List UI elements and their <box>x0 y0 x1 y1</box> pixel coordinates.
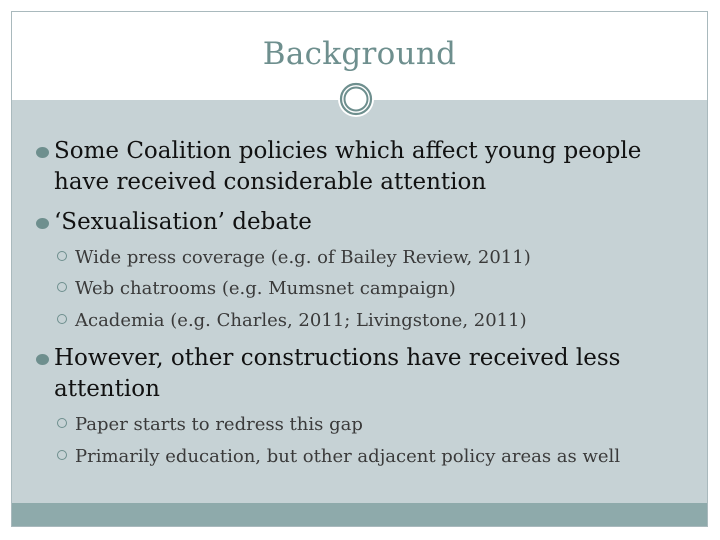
filled-circle-bullet-icon <box>36 147 49 158</box>
sub-bullet-item-primarily-education <box>75 441 685 472</box>
sub-bullet-item-press-coverage <box>75 242 685 273</box>
sub-bullet-text: Paper starts to redress this gap <box>75 414 363 435</box>
bullet-text: Some Coalition policies which affect young people have received considerable attention <box>54 138 642 195</box>
sub-bullet-text: Primarily education, but other adjacent policy areas as well <box>75 446 621 467</box>
sub-bullet-text: Academia (e.g. Charles, 2011; Livingstone, 2011) <box>75 310 527 331</box>
open-circle-bullet-icon <box>57 282 67 292</box>
open-circle-bullet-icon <box>57 450 67 460</box>
open-circle-bullet-icon <box>57 251 67 261</box>
bullet-item-other-constructions <box>54 343 674 405</box>
circle-ornament-icon <box>337 80 375 118</box>
filled-circle-bullet-icon <box>36 354 49 365</box>
filled-circle-bullet-icon <box>36 218 49 229</box>
sub-bullet-item-paper-redress <box>75 409 685 440</box>
slide-title: Background <box>262 36 457 72</box>
bullet-item-coalition-policies <box>54 136 674 198</box>
open-circle-bullet-icon <box>57 314 67 324</box>
sub-bullet-text: Web chatrooms (e.g. Mumsnet campaign) <box>75 278 456 299</box>
content-area <box>12 99 707 503</box>
bullet-item-sexualisation-debate <box>54 207 674 238</box>
sub-bullet-item-web-chatrooms <box>75 273 685 304</box>
slide-frame <box>11 11 708 527</box>
bullet-list <box>12 99 707 503</box>
sub-bullet-item-academia <box>75 305 685 336</box>
bullet-text: ‘Sexualisation’ debate <box>54 209 312 235</box>
footer-bar <box>12 503 707 526</box>
sub-bullet-text: Wide press coverage (e.g. of Bailey Review, 2011) <box>75 247 531 268</box>
bullet-text: However, other constructions have received less attention <box>54 345 621 402</box>
open-circle-bullet-icon <box>57 418 67 428</box>
